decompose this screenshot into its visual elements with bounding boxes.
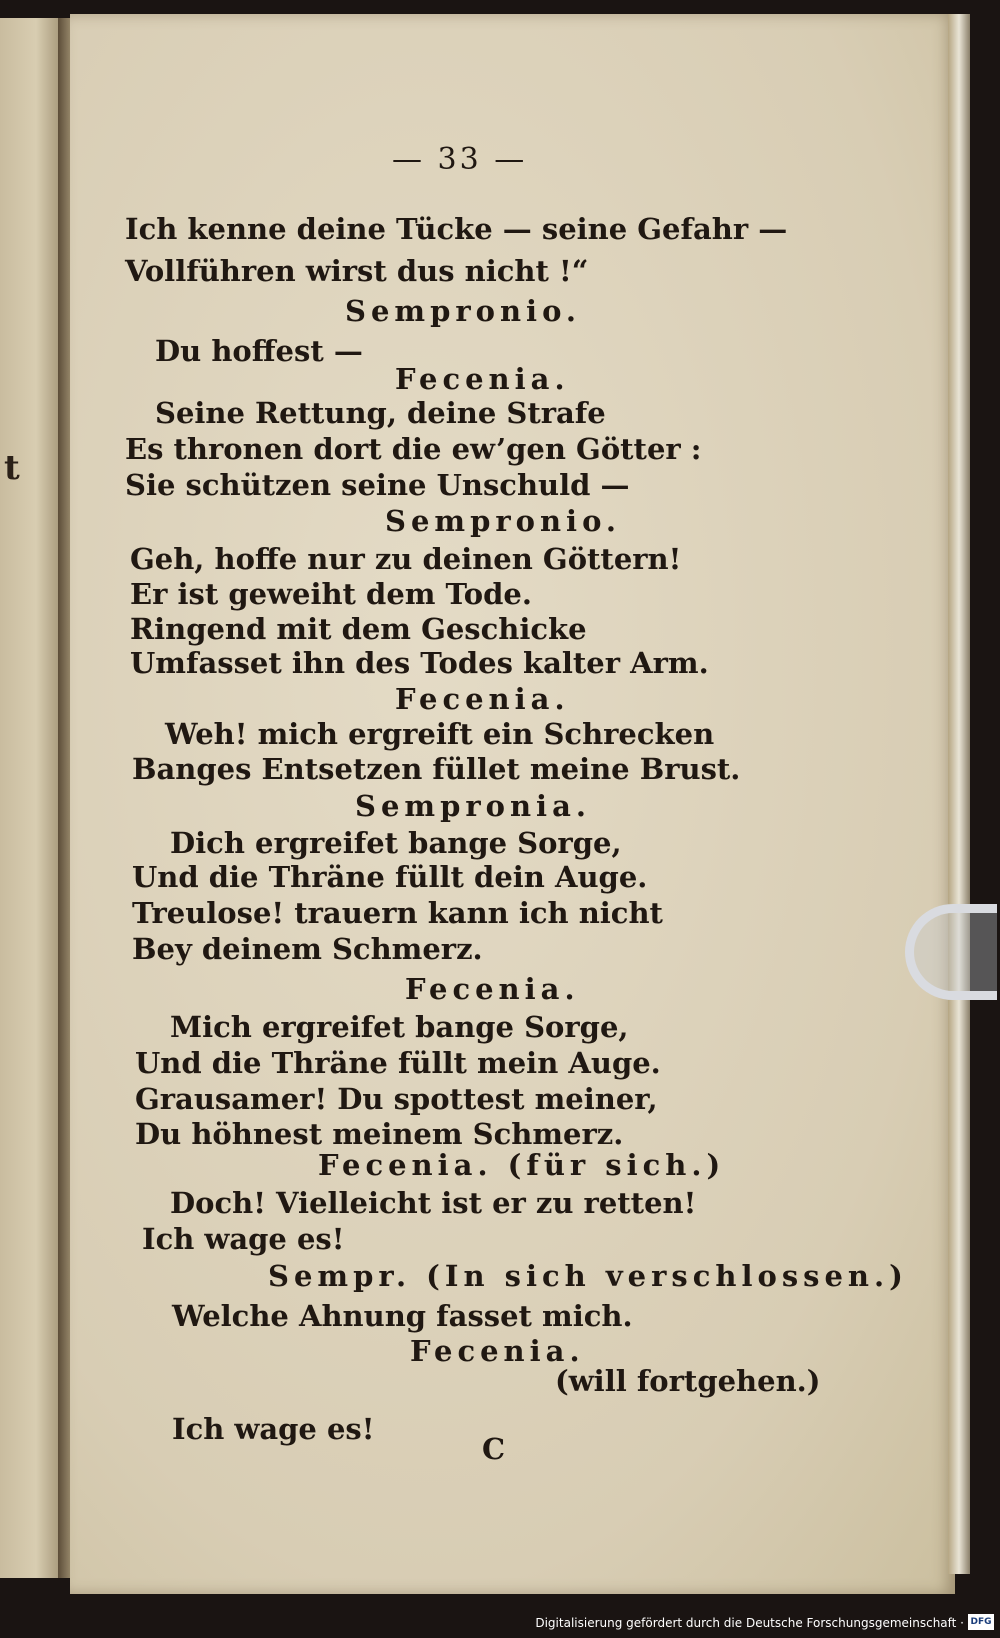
signature-mark: C <box>482 1432 506 1466</box>
text-line: Du hoffest — <box>155 334 363 368</box>
text-line: Es thronen dort die ew’gen Götter : <box>125 432 702 466</box>
previous-page-edge <box>0 18 60 1578</box>
text-line: Umfasset ihn des Todes kalter Arm. <box>130 646 709 680</box>
text-line: Seine Rettung, deine Strafe <box>155 396 606 430</box>
text-line: Welche Ahnung fasset mich. <box>172 1299 633 1333</box>
text-line: Mich ergreifet bange Sorge, <box>170 1010 629 1044</box>
speaker-name: Sempronio. <box>345 294 582 328</box>
page-number: — 33 — <box>392 142 528 177</box>
text-line: Dich ergreifet bange Sorge, <box>170 826 622 860</box>
text-line: Ich wage es! <box>142 1222 345 1256</box>
speaker-name: Sempronio. <box>385 504 622 538</box>
previous-page-fragment: t <box>4 448 20 488</box>
text-line: Weh! mich ergreift ein Schrecken <box>165 717 715 751</box>
text-line: Und die Thräne füllt mein Auge. <box>135 1046 661 1080</box>
text-line: Ringend mit dem Geschicke <box>130 612 587 646</box>
text-line: Treulose! trauern kann ich nicht <box>132 896 663 930</box>
text-line: Er ist geweiht dem Tode. <box>130 577 532 611</box>
text-line: Geh, hoffe nur zu deinen Göttern! <box>130 542 682 576</box>
text-line: Und die Thräne füllt dein Auge. <box>132 860 648 894</box>
text-line: Du höhnest meinem Schmerz. <box>135 1117 624 1151</box>
speaker-name: Sempronia. <box>355 789 591 823</box>
text-line: Vollführen wirst dus nicht !“ <box>125 254 589 288</box>
text-line: Doch! Vielleicht ist er zu retten! <box>170 1186 697 1220</box>
speaker-name: Fecenia. <box>410 1334 585 1368</box>
dfg-logo: DFG <box>968 1614 994 1630</box>
funding-credit: Digitalisierung gefördert durch die Deutsche Forschungsgemeinschaft · <box>535 1616 964 1630</box>
text-line: Ich wage es! <box>172 1412 375 1446</box>
text-line: Banges Entsetzen füllet meine Brust. <box>132 752 741 786</box>
footer-bar <box>0 1610 1000 1638</box>
text-line: Sie schützen seine Unschuld — <box>125 468 630 502</box>
speaker-name: Fecenia. <box>405 972 580 1006</box>
stage-direction-speaker: Sempr. (In sich verschlossen.) <box>268 1259 908 1293</box>
stage-direction: (will fortgehen.) <box>555 1364 821 1398</box>
page-edge <box>948 14 970 1574</box>
stage-direction-speaker: Fecenia. (für sich.) <box>318 1148 726 1182</box>
text-line: Ich kenne deine Tücke — seine Gefahr — <box>125 212 788 246</box>
speaker-name: Fecenia. <box>395 682 570 716</box>
text-line: Grausamer! Du spottest meiner, <box>135 1082 658 1116</box>
page-clip <box>905 904 997 1000</box>
book-page <box>70 14 955 1594</box>
text-line: Bey deinem Schmerz. <box>132 932 483 966</box>
speaker-name: Fecenia. <box>395 362 570 396</box>
